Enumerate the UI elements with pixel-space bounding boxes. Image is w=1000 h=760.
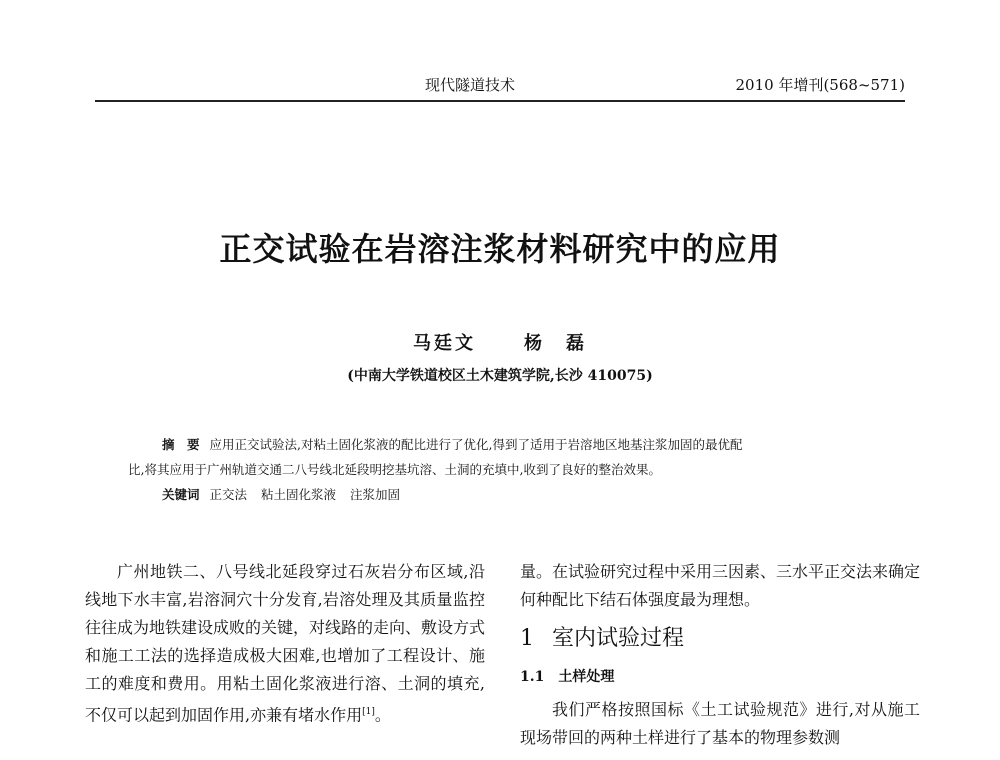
- abstract-text: 应用正交试验法,对粘土固化浆液的配比进行了优化,得到了适用于岩溶地区地基注浆加固的最优配: [209, 437, 743, 452]
- author-name: 杨 磊: [524, 333, 587, 354]
- subsection-number: 1.1: [520, 669, 545, 685]
- section-heading: [520, 624, 920, 654]
- body-paragraph: 我们严格按照国标《土工试验规范》进行,对从施工现场带回的两种土样进行了基本的物理参数测: [520, 700, 920, 747]
- section-number: 1: [520, 626, 534, 651]
- abstract-line: 比,将其应用于广州轨道交通二八号线北延段明挖基坑溶、土洞的充填中,收到了良好的整治效果。: [128, 462, 661, 477]
- abstract-block: [128, 432, 888, 507]
- subsection-title: 土样处理: [558, 669, 615, 685]
- keywords-line: [128, 482, 888, 507]
- abstract-label: 摘 要: [162, 437, 200, 452]
- keyword: 注浆加固: [350, 487, 401, 502]
- article-title: 正交试验在岩溶注浆材料研究中的应用: [219, 230, 781, 268]
- keywords-label: 关键词: [162, 487, 200, 502]
- paragraph-end: 。: [374, 705, 391, 725]
- keyword: 粘土固化浆液: [261, 487, 337, 502]
- author-list: [0, 329, 1000, 355]
- keyword: 正交法: [209, 487, 248, 502]
- author-affiliation: (中南大学铁道校区土木建筑学院,长沙 410075): [347, 368, 653, 384]
- issue-info: 2010 年增刊(568~571): [735, 76, 905, 94]
- journal-name: 现代隧道技术: [425, 76, 516, 94]
- abstract-line: [128, 432, 888, 457]
- body-column-left: [85, 558, 485, 729]
- body-paragraph: [85, 558, 485, 729]
- body-paragraph: 量。在试验研究过程中采用三因素、三水平正交法来确定何种配比下结石体强度最为理想。: [520, 562, 921, 609]
- body-column-right: [520, 558, 920, 752]
- paragraph-text: 广州地铁二、八号线北延段穿过石灰岩分布区域,沿线地下水丰富,岩溶洞穴十分发育,岩溶处理及其质量监控往往成为地铁建设成败的关键，对线路的走向、敷设方式和施工工法的选择造成极大困难,也增加了工程设计、施工的难度和费用。用粘土固化浆液进行溶、土洞的填充,不仅可以起到加固作用,亦兼有堵水作用: [85, 562, 486, 725]
- header-rule: [95, 100, 905, 102]
- citation-ref: [1]: [362, 707, 375, 717]
- section-title: 室内试验过程: [552, 626, 685, 651]
- author-name: 马廷文: [413, 333, 476, 354]
- running-header: [95, 74, 905, 98]
- subsection-heading: [520, 666, 920, 688]
